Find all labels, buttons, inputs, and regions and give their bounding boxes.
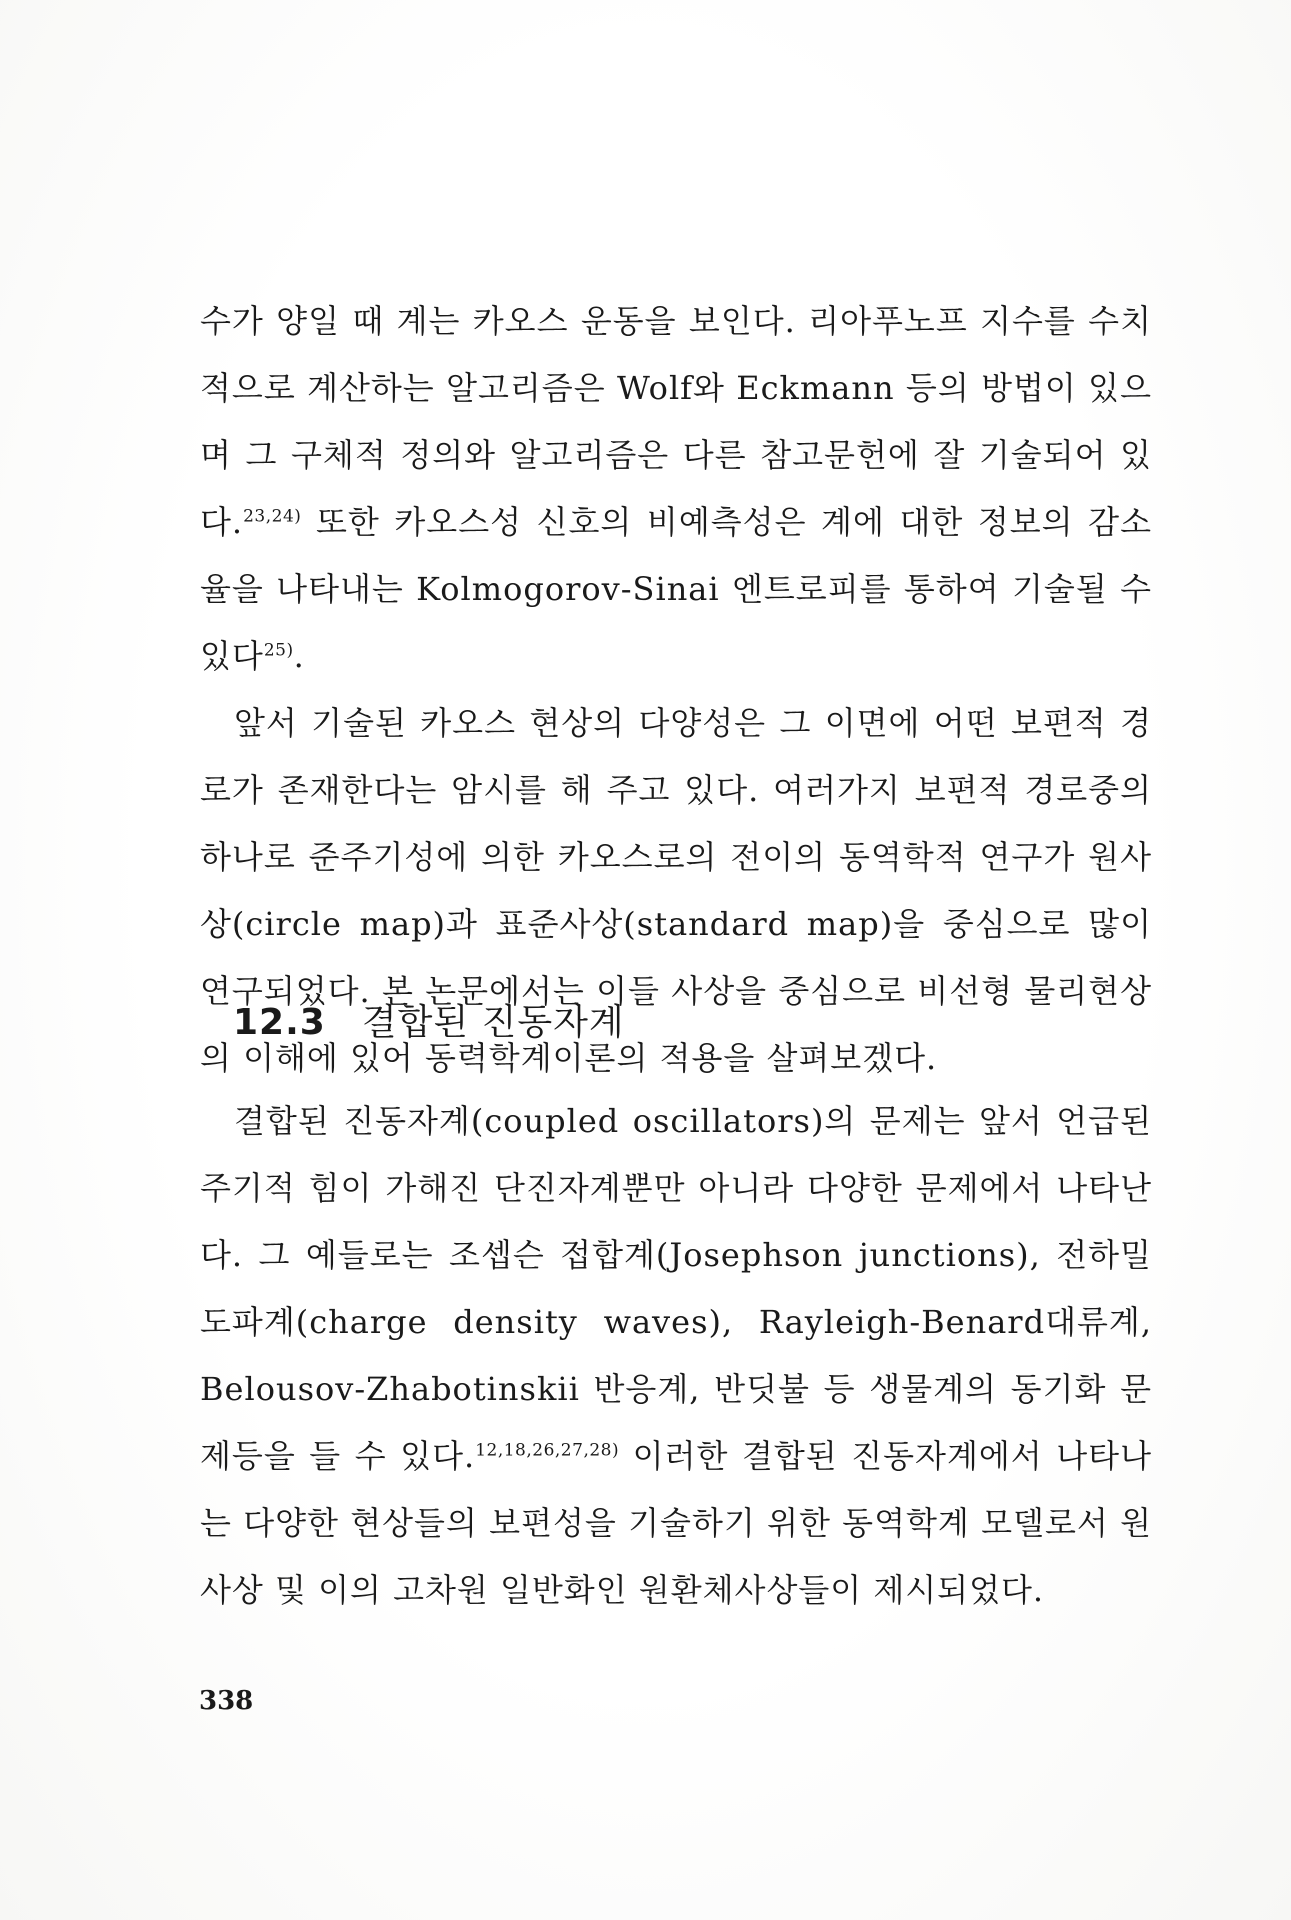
reference-marker: 12,18,26,27,28) [475, 1440, 620, 1461]
paragraph-lyapunov-text-b: 또한 카오스성 신호의 비예측성은 계에 대한 정보의 감소율을 나타내는 Kolmogorov-Sinai 엔트로피를 통하여 기술될 수 있다 [200, 503, 1152, 675]
paragraph-lyapunov [200, 288, 1152, 690]
paragraph-lyapunov-text-a: 수가 양일 때 계는 카오스 운동을 보인다. 리아푸노프 지수를 수치적으로 계산하는 알고리즘은 Wolf와 Eckmann 등의 방법이 있으며 그 구체적 정의와 알고리즘은 다른 참고문헌에 잘 기술되어 있다. [200, 302, 1152, 541]
reference-marker: 23,24) [243, 506, 302, 527]
reference-marker: 25) [263, 640, 294, 661]
paragraph-coupled-oscillators-text-b: 이러한 결합된 진동자계에서 나타나는 다양한 현상들의 보편성을 기술하기 위한 동역학계 모델로서 원사상 및 이의 고차원 일반화인 원환체사상들이 제시되었다. [200, 1437, 1152, 1609]
section-title: 결합된 진동자계 [361, 1002, 625, 1043]
paragraph-coupled-oscillators [200, 1088, 1152, 1624]
body-text-upper [200, 288, 1152, 1092]
section-number: 12.3 [233, 1002, 326, 1043]
paragraph-lyapunov-text-c: . [293, 637, 305, 675]
page-number: 338 [199, 1686, 254, 1716]
paragraph-coupled-oscillators-text-a: 결합된 진동자계(coupled oscillators)의 문제는 앞서 언급된 주기적 힘이 가해진 단진자계뿐만 아니라 다양한 문제에서 나타난다. 그 예들로는 조셉슨 접합계(Josephson junctions), 전하밀도파계(charge density waves), Rayleigh-Benard대류계, Belousov-Zhabotinskii 반응계, 반딧불 등 생물계의 동기화 문제등을 들 수 있다. [200, 1102, 1152, 1475]
paragraph-universal-route-text: 앞서 기술된 카오스 현상의 다양성은 그 이면에 어떤 보편적 경로가 존재한다는 암시를 해 주고 있다. 여러가지 보편적 경로중의 하나로 준주기성에 의한 카오스로의 전이의 동역학적 연구가 원사상(circle map)과 표준사상(standard map)을 중심으로 많이 연구되었다. 본 논문에서는 이들 사상을 중심으로 비선형 물리현상의 이해에 있어 동력학계이론의 적용을 살펴보겠다. [200, 704, 1152, 1077]
body-text-lower [200, 1088, 1152, 1624]
section-heading [233, 994, 625, 1045]
